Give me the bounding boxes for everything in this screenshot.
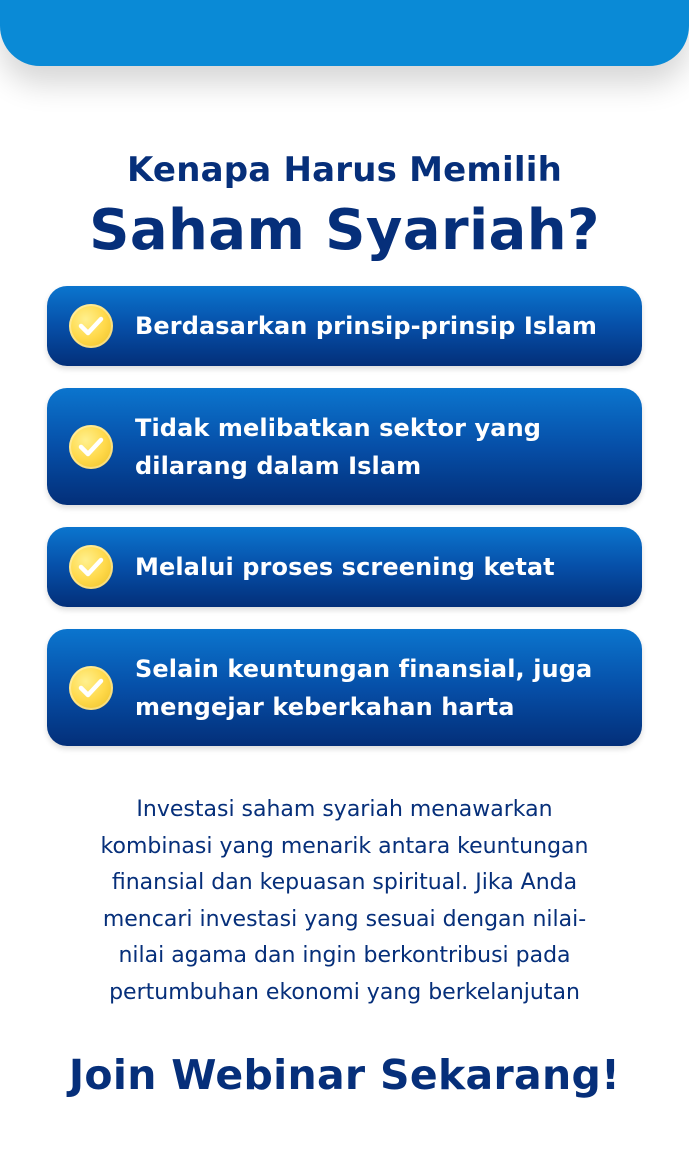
benefit-card xyxy=(47,527,642,607)
check-circle-icon xyxy=(69,666,113,710)
cta-heading: Join Webinar Sekarang! xyxy=(68,1051,621,1099)
page-heading xyxy=(0,146,689,268)
check-circle-icon xyxy=(69,304,113,348)
benefit-text: Melalui proses screening ketat xyxy=(135,553,555,581)
benefit-text: Berdasarkan prinsip-prinsip Islam xyxy=(135,312,597,340)
benefit-text: Tidak melibatkan sektor yang dilarang dalam Islam xyxy=(135,413,542,480)
benefit-card xyxy=(47,286,642,366)
benefit-card xyxy=(47,388,642,505)
benefit-text: Selain keuntungan finansial, juga mengejar keberkahan harta xyxy=(135,654,593,721)
check-circle-icon xyxy=(69,545,113,589)
top-banner xyxy=(0,0,689,66)
description-paragraph: Investasi saham syariah menawarkan kombinasi yang menarik antara keuntungan finansial dan kepuasan spiritual. Jika Anda mencari investasi yang sesuai dengan nilai- nilai agama dan ingin berkontribusi pada pertumbuhan ekonomi yang berkelanjutan xyxy=(100,797,589,1005)
check-circle-icon xyxy=(69,425,113,469)
heading-subtitle: Kenapa Harus Memilih xyxy=(126,150,562,190)
heading-title: Saham Syariah? xyxy=(89,198,600,263)
benefit-card xyxy=(47,629,642,746)
